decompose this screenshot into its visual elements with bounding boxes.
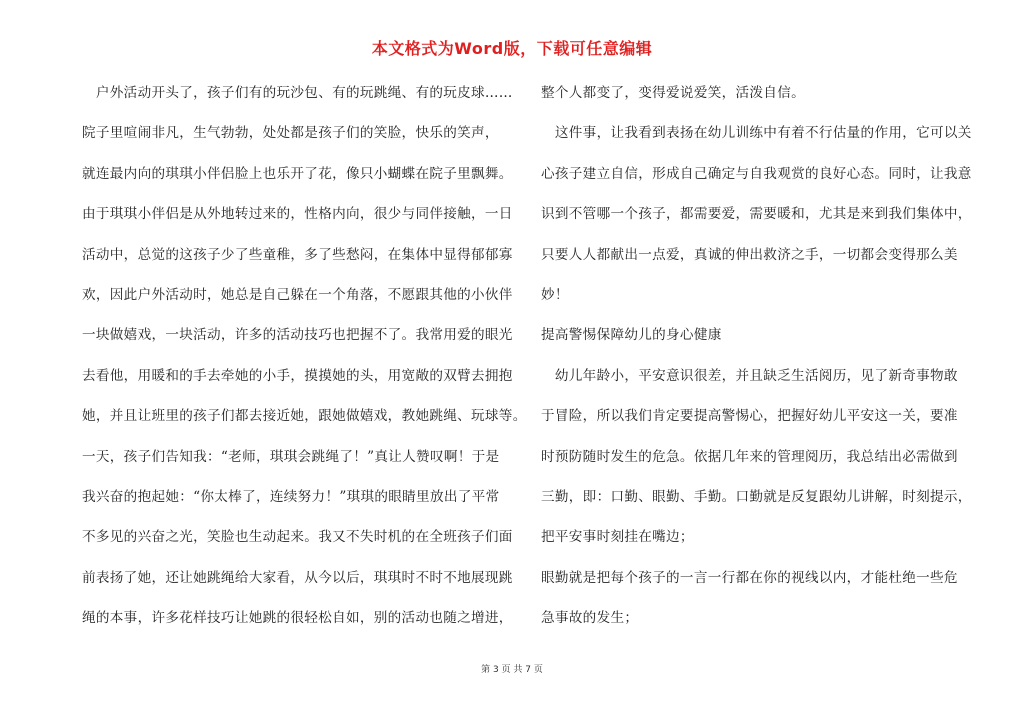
text-line: 她，并且让班里的孩子们都去接近她，跟她做嬉戏，教她跳绳、玩球等。: [82, 408, 527, 425]
text-line: 不多见的兴奋之光，笑脸也生动起来。我又不失时机的在全班孩子们面: [82, 529, 513, 546]
text-line: 绳的本事，许多花样技巧让她跳的很轻松自如，别的活动也随之增进，: [82, 610, 513, 627]
right-column: [541, 80, 971, 645]
text-line: 院子里喧闹非凡，生气勃勃，处处都是孩子们的笑脸，快乐的笑声，: [82, 125, 499, 142]
text-line: 于冒险，所以我们肯定要提高警惕心，把握好幼儿平安这一关，要准: [541, 408, 958, 425]
text-line: 时预防随时发生的危急。依据几年来的管理阅历，我总结出必需做到: [541, 448, 958, 465]
text-line: 去看他，用暖和的手去牵她的小手，摸摸她的头，用宽敞的双臂去拥抱: [82, 367, 513, 384]
document-banner: 本文格式为Word版，下载可任意编辑: [371, 39, 653, 58]
text-line: 这件事，让我看到表扬在幼儿训练中有着不行估量的作用，它可以关: [541, 125, 972, 142]
text-line: 整个人都变了，变得爱说爱笑，活泼自信。: [541, 85, 805, 101]
text-line: 活动中，总觉的这孩子少了些童稚，多了些愁闷，在集体中显得郁郁寡: [82, 246, 513, 263]
text-line: 前表扬了她，还让她跳绳给大家看，从今以后，琪琪时不时不地展现跳: [82, 569, 513, 586]
text-line: 只要人人都献出一点爱，真诚的伸出救济之手，一切都会变得那么美: [541, 246, 958, 263]
section-heading: 提高警惕保障幼儿的身心健康: [541, 327, 722, 344]
text-line: 急事故的发生；: [541, 610, 639, 627]
text-line: 由于琪琪小伴侣是从外地转过来的，性格内向，很少与同伴接触，一日: [82, 206, 513, 223]
text-line: 妙！: [541, 286, 569, 303]
text-line: 幼儿年龄小，平安意识很差，并且缺乏生活阅历，见了新奇事物敢: [541, 367, 958, 384]
text-line: 户外活动开头了，孩子们有的玩沙包、有的玩跳绳、有的玩皮球……: [82, 85, 513, 101]
text-line: 把平安事时刻挂在嘴边；: [541, 529, 694, 546]
text-line: 就连最内向的琪琪小伴侣脸上也乐开了花，像只小蝴蝶在院子里飘舞。: [82, 165, 513, 182]
text-line: 眼勤就是把每个孩子的一言一行都在你的视线以内，才能杜绝一些危: [541, 569, 958, 586]
left-column: [82, 80, 527, 645]
text-line: 心孩子建立自信，形成自己确定与自我观赏的良好心态。同时，让我意: [541, 165, 972, 182]
text-line: 一天，孩子们告知我：“老师，琪琪会跳绳了！”真让人赞叹啊！于是: [82, 448, 500, 465]
text-line: 欢，因此户外活动时，她总是自己躲在一个角落，不愿跟其他的小伙伴: [82, 286, 513, 303]
text-line: 识到不管哪一个孩子，都需要爱，需要暖和，尤其是来到我们集体中，: [541, 206, 972, 223]
text-line: 一块做嬉戏，一块活动，许多的活动技巧也把握不了。我常用爱的眼光: [82, 327, 513, 344]
text-line: 三勤，即：口勤、眼勤、手勤。口勤就是反复跟幼儿讲解，时刻提示，: [541, 488, 972, 505]
text-line: 我兴奋的抱起她：“你太棒了，连续努力！”琪琪的眼睛里放出了平常: [82, 488, 500, 505]
page-number-footer: 第 3 页 共 7 页: [481, 665, 543, 675]
